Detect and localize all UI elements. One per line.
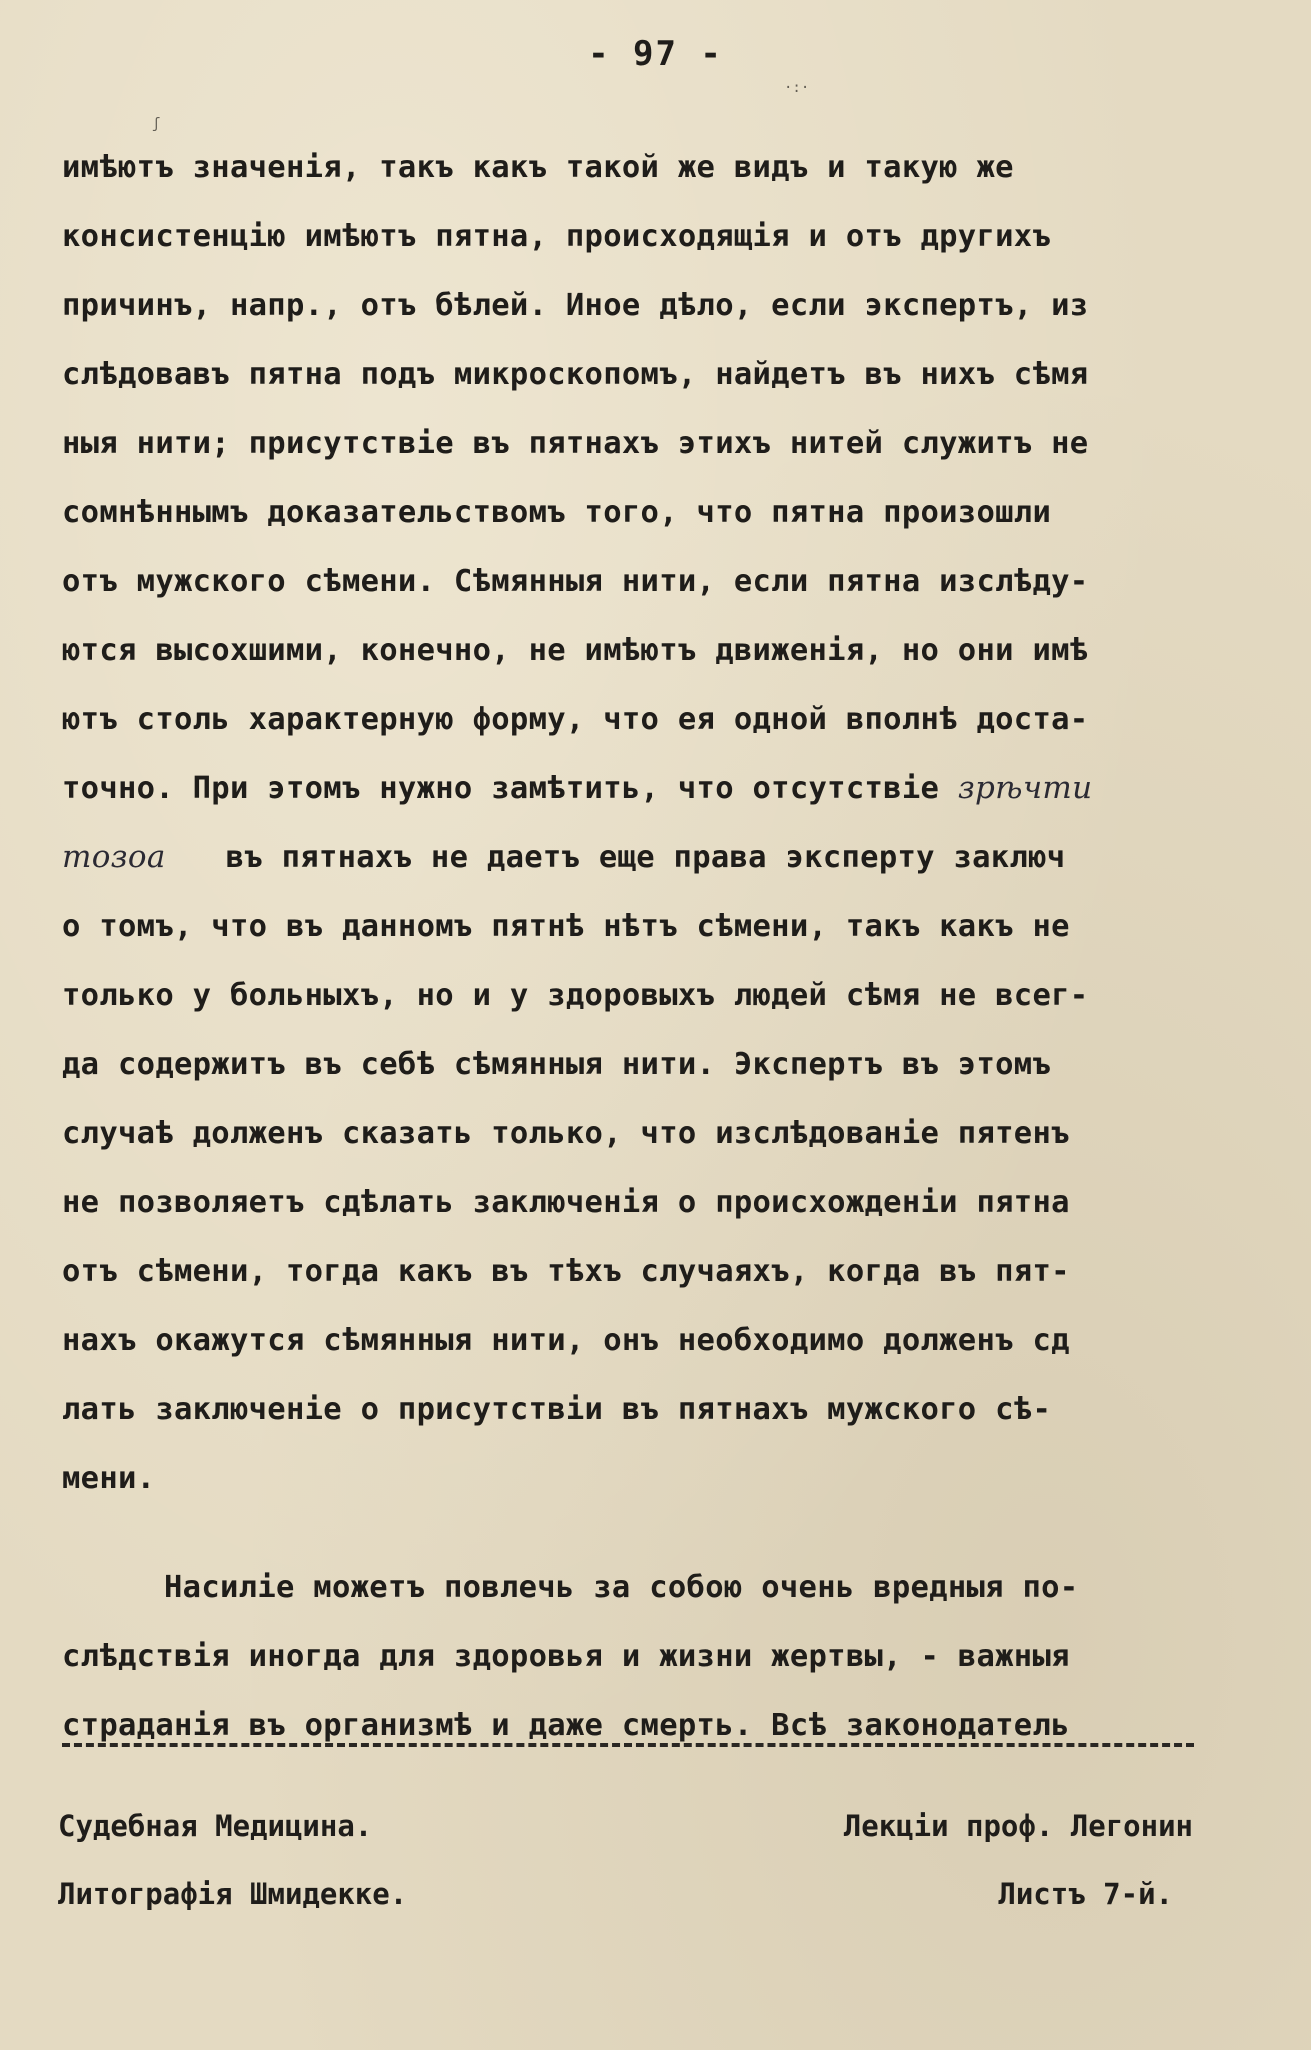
text-line: имѣютъ значенія, такъ какъ такой же видъ и такую же <box>62 150 1014 185</box>
text-line: ются высохшими, конечно, не имѣютъ движенія, но они имѣ <box>62 633 1089 668</box>
text-line-with-handwriting <box>62 754 1272 823</box>
footer-printer: Литографія Шмидекке. <box>58 1877 408 1911</box>
text-line: точно. При этомъ нужно замѣтить, что отсутствіе <box>62 771 940 806</box>
ink-speck: ·:· <box>784 80 810 96</box>
text-line: консистенцію имѣютъ пятна, происходящія и отъ другихъ <box>62 219 1052 254</box>
footer-right <box>844 1792 1193 1928</box>
footer-lecturer: Лекціи проф. Легонин <box>843 1809 1193 1843</box>
footer-sheet-number: Листъ 7-й. <box>998 1877 1173 1911</box>
text-line: да содержитъ въ себѣ сѣмянныя нити. Экспертъ въ этомъ <box>62 1047 1052 1082</box>
text-line: случаѣ долженъ сказать только, что изслѣдованіе пятенъ <box>62 1116 1070 1151</box>
text-line: не позволяетъ сдѣлать заключенія о происхожденіи пятна <box>62 1185 1070 1220</box>
paragraph-first-line: Насиліе можетъ повлечь за собою очень вредныя по- <box>164 1570 1079 1605</box>
handwritten-insertion: тозоа <box>62 839 166 875</box>
text-line: лать заключеніе о присутствіи въ пятнахъ мужского сѣ- <box>62 1392 1052 1427</box>
text-line: ютъ столь характерную форму, что ея одной вполнѣ доста- <box>62 702 1089 737</box>
text-line: причинъ, напр., отъ бѣлей. Иное дѣло, если экспертъ, из <box>62 288 1089 323</box>
text-line: страданія въ организмѣ и даже смерть. Всѣ законодатель <box>62 1708 1070 1743</box>
text-line: отъ сѣмени, тогда какъ въ тѣхъ случаяхъ, когда въ пят- <box>62 1254 1070 1289</box>
text-line: только у больныхъ, но и у здоровыхъ людей сѣмя не всег- <box>62 978 1089 1013</box>
text-line: въ пятнахъ не даетъ еще права эксперту заключ <box>225 840 1066 875</box>
text-line: нахъ окажутся сѣмянныя нити, онъ необходимо долженъ сд <box>62 1323 1070 1358</box>
text-line: отъ мужского сѣмени. Сѣмянныя нити, если пятна изслѣду- <box>62 564 1089 599</box>
text-line: ныя нити; присутствіе въ пятнахъ этихъ нитей служитъ не <box>62 426 1089 461</box>
footer-left <box>58 1792 407 1928</box>
text-line: о томъ, что въ данномъ пятнѣ нѣтъ сѣмени, такъ какъ не <box>62 909 1070 944</box>
ink-speck: ʃ <box>152 116 161 132</box>
page-number: - 97 - <box>588 34 723 74</box>
text-line: сомнѣннымъ доказательствомъ того, что пятна произошли <box>62 495 1052 530</box>
text-line: слѣдствія иногда для здоровья и жизни жертвы, - важныя <box>62 1639 1070 1674</box>
body-text <box>62 133 1272 1760</box>
text-line: мени. <box>62 1461 156 1496</box>
footer-course-title: Судебная Медицина. <box>58 1809 373 1843</box>
text-line: слѣдовавъ пятна подъ микроскопомъ, найдетъ въ нихъ сѣмя <box>62 357 1089 392</box>
text-line-with-handwriting <box>62 823 1272 892</box>
handwritten-insertion: зрѣчти <box>957 770 1093 806</box>
footer-divider <box>62 1743 1194 1747</box>
